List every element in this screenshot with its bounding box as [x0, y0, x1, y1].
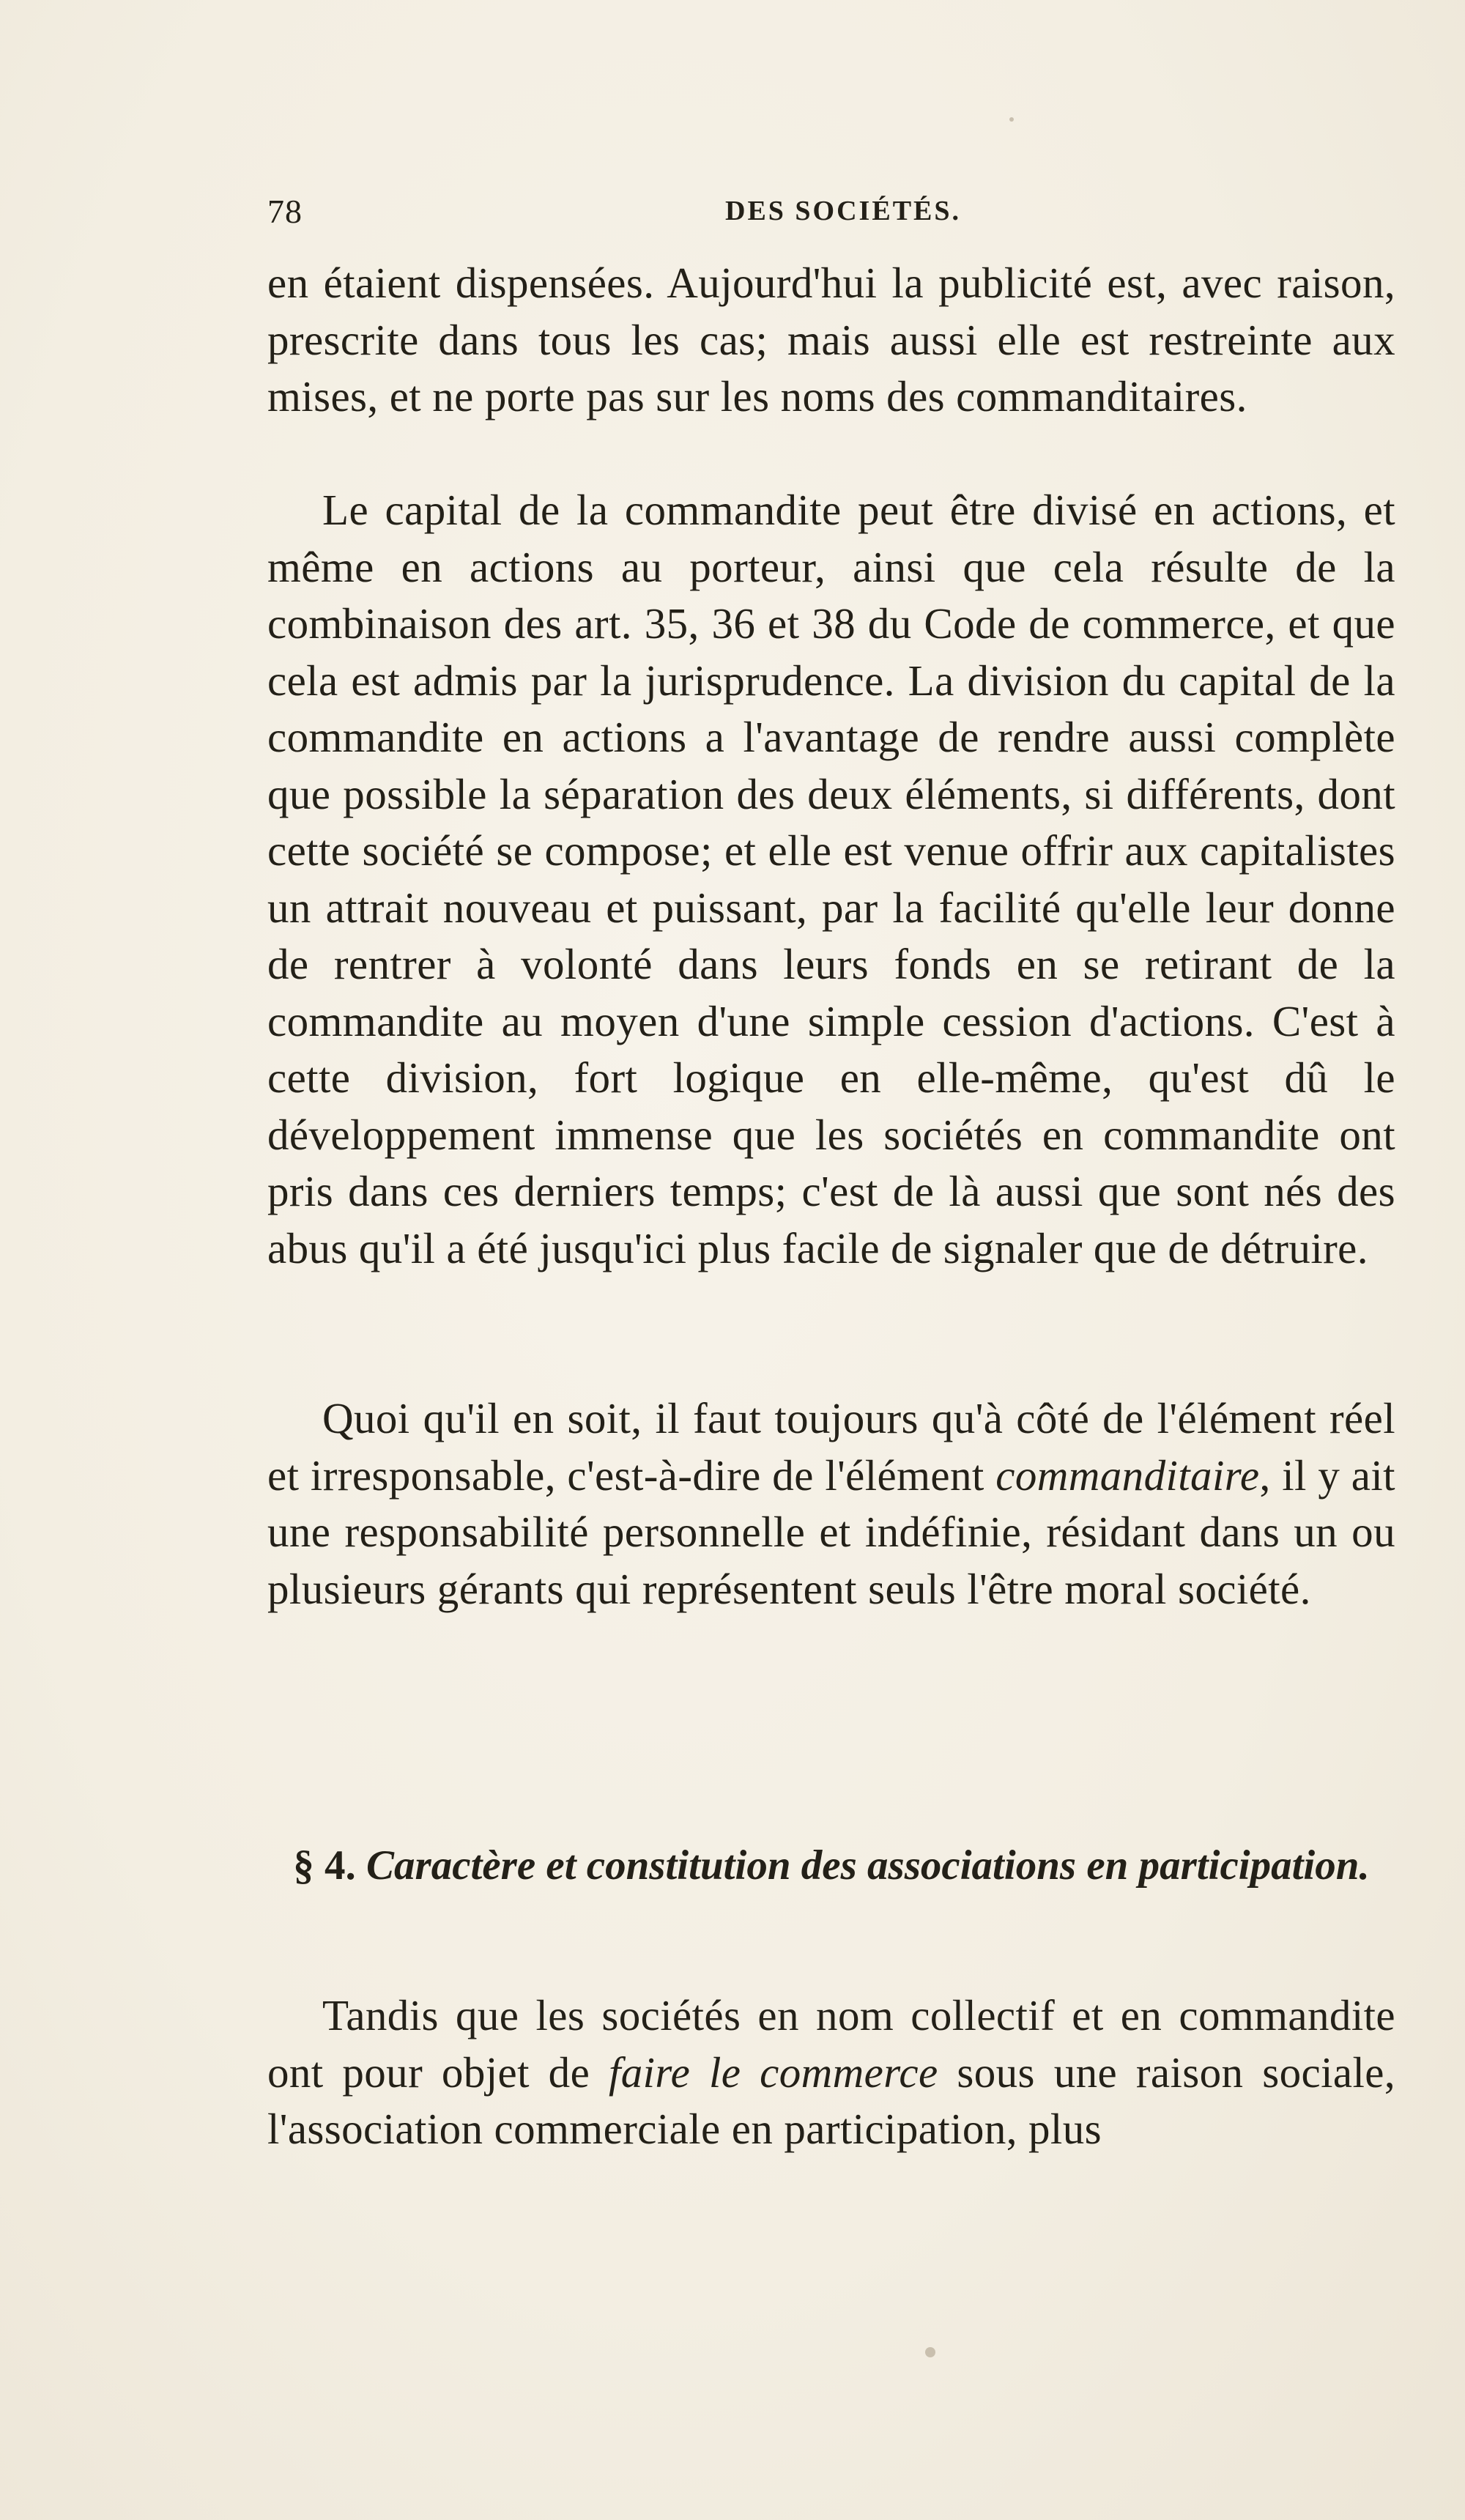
paragraph-responsabilite-text-a: Quoi qu'il en soit, il faut toujours qu'à côté de l'élément réel et irresponsable, c'est-à-dire de l'élément — [267, 1394, 1395, 1500]
paragraph-continuation: en étaient dispensées. Aujourd'hui la publicité est, avec raison, prescrite dans tous les cas; mais aussi elle est restreinte aux mises, et ne porte pas sur les noms des commanditaires. — [267, 259, 1395, 420]
paragraph-participation-text-a: Tandis que les sociétés en nom collectif et en commandite ont pour objet de — [267, 1991, 1395, 2097]
page-number: 78 — [267, 193, 303, 230]
paragraph-responsabilite — [267, 1390, 1395, 1617]
paragraph-participation-text-b: sous une raison sociale, l'association commerciale en participation, plus — [267, 2048, 1395, 2153]
paper-speck — [925, 2347, 935, 2357]
paragraph-responsabilite-italic: commanditaire — [995, 1450, 1260, 1500]
running-title: DES SOCIÉTÉS. — [725, 196, 962, 226]
section-title: Caractère et constitution des associations en participation. — [366, 1842, 1370, 1889]
section-heading — [267, 1837, 1395, 1894]
paragraph-capital-actions — [267, 482, 1395, 1277]
running-head — [267, 192, 1403, 236]
paragraph-participation — [267, 1987, 1395, 2158]
section-number: § 4. — [293, 1842, 356, 1889]
paragraph-responsabilite-text-b: , il y ait une responsabilité personnelle et indéfinie, résidant dans un ou plusieurs gérants qui représentent seuls l'être moral société. — [267, 1450, 1395, 1613]
paragraph-capital-actions-text: Le capital de la commandite peut être divisé en actions, et même en actions au porteur, ainsi que cela résulte de la combinaison des art. 35, 36 et 38 du Code de commerce, et que cela est admis par la jurisprudence. La division du capital de la commandite en actions a l'avantage de rendre aussi complète que possible la séparation des deux éléments, si différents, dont cette société se compose; et elle est venue offrir aux capitalistes un attrait nouveau et puissant, par la facilité qu'elle leur donne de rentrer à volonté dans leurs fonds en se retirant de la commandite au moyen d'une simple cession d'actions. C'est à cette division, fort logique en elle-même, qu'est dû le développement immense que les sociétés en commandite ont pris dans ces derniers temps; c'est de là aussi que sont nés des abus qu'il a été jusqu'ici plus facile de signaler que de détruire. — [267, 486, 1395, 1272]
paper-speck — [1009, 117, 1014, 122]
paragraph-participation-italic: faire le commerce — [608, 2048, 938, 2097]
